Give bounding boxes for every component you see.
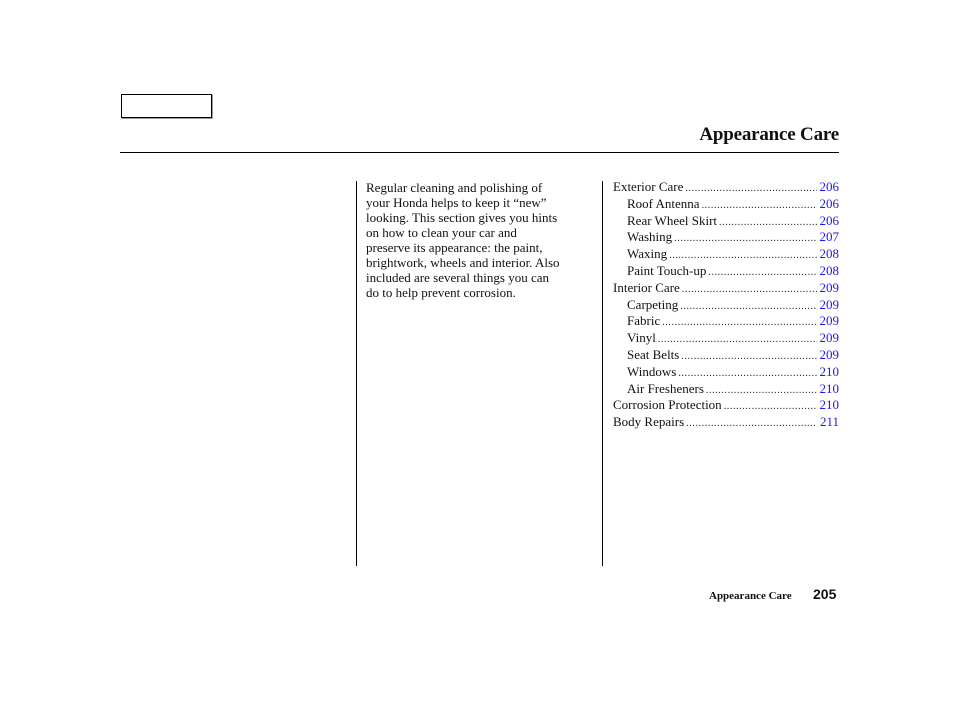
toc-entry-label: Waxing [627,246,668,262]
toc-entry[interactable] [613,314,839,331]
toc-page-link[interactable]: 211 [819,414,839,430]
toc-entry-label: Carpeting [627,296,679,312]
table-of-contents [613,180,839,432]
toc-entry[interactable] [613,365,839,382]
toc-dot-leader [669,249,816,264]
toc-entry-label: Washing [627,229,673,245]
toc-dot-leader [658,333,817,348]
intro-paragraph [366,180,598,300]
toc-page-link[interactable]: 206 [819,179,839,194]
toc-entry-label: Paint Touch-up [627,262,707,278]
intro-line: preserve its appearance: the paint, [366,240,543,255]
toc-dot-leader [719,216,816,231]
toc-page-link[interactable]: 207 [819,229,839,245]
page-title: Appearance Care [699,124,839,145]
toc-entry[interactable] [613,298,839,315]
toc-page-link[interactable]: 210 [819,397,839,413]
intro-line: brightwork, wheels and interior. Also [366,255,560,270]
main-menu-button[interactable] [121,94,212,118]
toc-page-link[interactable]: 209 [819,279,839,295]
toc-page-link[interactable]: 206 [819,212,839,228]
toc-page-link[interactable]: 209 [819,330,839,346]
toc-dot-leader [724,400,817,415]
toc-dot-leader [686,417,817,432]
toc-entry-label: Windows [627,363,677,379]
toc-page-link[interactable]: 209 [819,346,839,362]
toc-entry[interactable] [613,398,839,415]
footer-section-title: Appearance Care [709,590,792,602]
toc-page-link[interactable]: 210 [819,380,839,396]
toc-entry[interactable] [613,247,839,264]
toc-dot-leader [678,367,816,382]
toc-entry[interactable] [613,230,839,247]
toc-dot-leader [680,300,816,315]
intro-line: included are several things you can [366,270,550,285]
intro-line: looking. This section gives you hints [366,210,558,225]
toc-page-link[interactable]: 210 [819,363,839,379]
toc-dot-leader [674,232,816,247]
toc-dot-leader [682,283,817,298]
toc-entry-label: Exterior Care [613,179,684,194]
footer-page-number: 205 [813,586,837,602]
title-divider [120,152,839,153]
toc-entry[interactable] [613,264,839,281]
toc-page-link[interactable]: 209 [819,313,839,329]
intro-line: your Honda helps to keep it “new” [366,195,547,210]
toc-dot-leader [706,384,817,399]
toc-entry-label: Rear Wheel Skirt [627,212,718,228]
toc-entry-label: Interior Care [613,279,680,295]
toc-page-link[interactable]: 208 [819,262,839,278]
intro-line: do to help prevent corrosion. [366,285,516,300]
toc-dot-leader [681,350,816,365]
toc-entry[interactable] [613,415,839,432]
toc-page-link[interactable]: 208 [819,246,839,262]
toc-dot-leader [708,266,816,281]
toc-entry[interactable] [613,348,839,365]
toc-dot-leader [662,316,816,331]
toc-entry-label: Seat Belts [627,346,680,362]
toc-entry[interactable] [613,214,839,231]
toc-entry-label: Body Repairs [613,414,685,430]
column-divider-right [602,181,603,566]
intro-line: Regular cleaning and polishing of [366,180,543,195]
toc-entry[interactable] [613,331,839,348]
toc-entry[interactable] [613,197,839,214]
toc-entry-label: Air Fresheners [627,380,704,396]
toc-entry-label: Roof Antenna [627,195,700,211]
toc-dot-leader [702,199,817,214]
intro-line: on how to clean your car and [366,225,517,240]
toc-entry-label: Fabric [627,313,661,329]
toc-dot-leader [685,182,816,197]
column-divider-left [356,181,357,566]
toc-entry[interactable] [613,281,839,298]
toc-entry[interactable] [613,382,839,399]
toc-entry[interactable] [613,180,839,197]
toc-entry-label: Vinyl [627,330,656,346]
toc-page-link[interactable]: 209 [819,296,839,312]
toc-page-link[interactable]: 206 [819,195,839,211]
toc-entry-label: Corrosion Protection [613,397,722,413]
